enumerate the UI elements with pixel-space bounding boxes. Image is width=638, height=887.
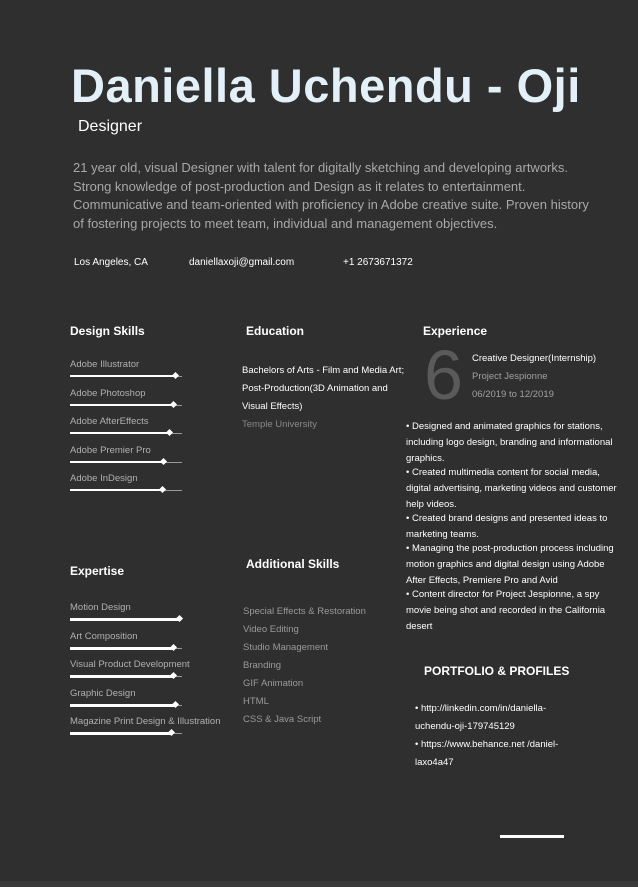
skill-label: Art Composition <box>70 630 138 642</box>
decorative-bar <box>500 835 564 838</box>
skill-level-bar <box>70 733 182 734</box>
candidate-role: Designer <box>78 118 143 135</box>
skill-level-bar <box>70 619 182 620</box>
contact-phone[interactable]: +1 2673671372 <box>343 257 413 268</box>
portfolio-heading: PORTFOLIO & PROFILES <box>424 664 570 678</box>
linkedin-link[interactable]: • http://linkedin.com/in/daniella-uchendu-oji-179745129 <box>415 703 547 732</box>
skill-level-fill <box>70 404 174 406</box>
experience-bullet: • Managing the post-production process including motion graphics and digital design using Adobe After Effects, Premiere Pro and Avid <box>406 543 614 586</box>
skill-level-bar <box>70 648 182 649</box>
additional-skill-item: Studio Management <box>243 642 329 653</box>
contact-location: Los Angeles, CA <box>74 257 148 268</box>
behance-link[interactable]: • https://www.behance.net /daniel-laxo4a47 <box>415 739 559 768</box>
experience-bullet: • Created brand designs and presented ideas to marketing teams. <box>406 513 608 540</box>
contact-email[interactable]: daniellaxoji@gmail.com <box>189 257 295 268</box>
candidate-name: Daniella Uchendu - Oji <box>71 59 581 112</box>
skill-level-fill <box>70 618 180 621</box>
experience-bullet: • Content director for Project Jespionne, a spy movie being shot and recorded in the California desert <box>406 589 606 632</box>
skill-label: Adobe Photoshop <box>70 387 146 399</box>
skill-level-knob <box>160 457 167 464</box>
experience-dates: 06/2019 to 12/2019 <box>472 389 554 400</box>
skill-level-bar <box>70 405 182 406</box>
education-degree-line: Bachelors of Arts - Film and Media Art; <box>242 365 405 376</box>
experience-company: Project Jespionne <box>472 371 548 382</box>
skill-level-knob <box>166 429 173 436</box>
skill-level-knob <box>172 372 179 379</box>
experience-number: 6 <box>424 336 463 414</box>
skill-level-knob <box>172 700 179 707</box>
education-degree-line: Post-Production(3D Animation and <box>242 383 388 394</box>
skill-level-fill <box>70 375 176 377</box>
additional-skill-item: Special Effects & Restoration <box>243 606 366 617</box>
page-bottom-edge <box>0 881 638 887</box>
skill-level-bar <box>70 376 182 377</box>
education-school: Temple University <box>242 419 317 430</box>
skill-level-fill <box>70 704 176 707</box>
experience-heading: Experience <box>423 324 488 338</box>
experience-bullet: • Created multimedia content for social media, digital advertising, marketing videos and customer help videos. <box>406 467 617 510</box>
skill-level-bar <box>70 433 182 434</box>
additional-skills-heading: Additional Skills <box>246 557 340 571</box>
experience-title: Creative Designer(Internship) <box>472 353 597 364</box>
additional-skill-item: Branding <box>243 660 282 671</box>
experience-bullet: • Designed and animated graphics for stations, including logo design, branding and informational graphics. <box>406 421 613 464</box>
skill-level-knob <box>170 643 177 650</box>
skill-label: Adobe Illustrator <box>70 359 140 370</box>
skill-level-fill <box>70 489 163 491</box>
skill-level-bar <box>70 705 182 706</box>
design-skills-heading: Design Skills <box>70 324 145 338</box>
skill-level-knob <box>159 486 166 493</box>
profile-summary: 21 year old, visual Designer with talent for digitally sketching and developing artworks. Strong knowledge of post-production and Design as it relates to entertainment. Communicative and team-oriented with proficiency in Adobe creative suite. Proven history of fostering projects to meet team, individual and management objectives. <box>73 160 589 231</box>
skill-level-bar <box>70 462 182 463</box>
skill-level-fill <box>70 732 172 735</box>
portfolio-links <box>415 700 585 772</box>
skill-level-bar <box>70 676 182 677</box>
experience-bullets <box>406 419 626 635</box>
education-degree-line: Visual Effects) <box>242 401 303 412</box>
skill-level-bar <box>70 490 182 491</box>
education-heading: Education <box>246 324 305 338</box>
additional-skill-item: Video Editing <box>243 624 299 635</box>
skill-level-fill <box>70 432 170 434</box>
additional-skill-item: GIF Animation <box>243 678 304 689</box>
skill-label: Visual Product Development <box>70 659 190 670</box>
skill-label: Adobe InDesign <box>70 473 138 484</box>
additional-skill-item: HTML <box>243 696 269 707</box>
skill-label: Motion Design <box>70 602 131 613</box>
skill-level-fill <box>70 647 174 650</box>
skill-label: Magazine Print Design & Illustration <box>70 716 221 727</box>
skill-label: Adobe AfterEffects <box>70 416 149 427</box>
skill-label: Adobe Premier Pro <box>70 444 151 456</box>
expertise-heading: Expertise <box>70 564 125 578</box>
skill-level-knob <box>170 400 177 407</box>
skill-level-fill <box>70 461 164 463</box>
skill-label: Graphic Design <box>70 687 136 699</box>
skill-level-fill <box>70 675 174 678</box>
additional-skill-item: CSS & Java Script <box>243 714 322 725</box>
